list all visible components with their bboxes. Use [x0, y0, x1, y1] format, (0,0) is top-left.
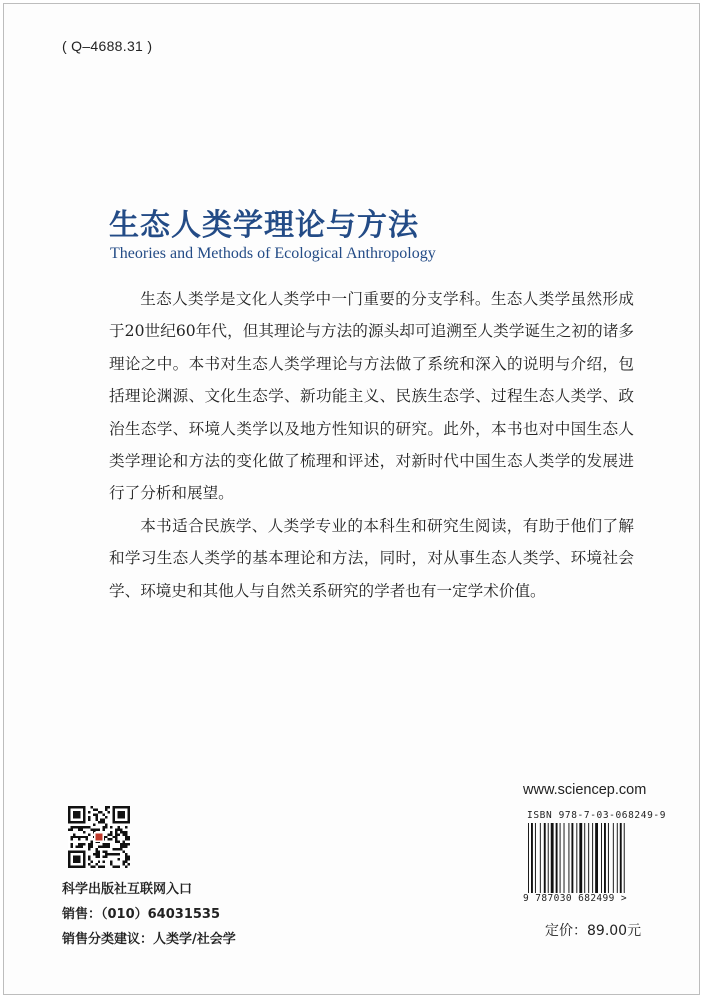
- isbn-barcode: [527, 823, 655, 903]
- barcode-digits: 9 787030 682499 >: [523, 893, 628, 904]
- book-title-english: Theories and Methods of Ecological Anthropology: [110, 245, 436, 262]
- publisher-website: www.sciencep.com: [523, 782, 647, 798]
- book-description: [109, 283, 634, 607]
- sales-category: 销售分类建议：人类学/社会学: [62, 932, 236, 947]
- qr-code-icon: [68, 806, 130, 868]
- publisher-portal-label: 科学出版社互联网入口: [62, 882, 193, 897]
- price: 定价：89.00元: [545, 923, 642, 939]
- sales-phone: 销售：（010）64031535: [62, 907, 220, 922]
- book-title-chinese: 生态人类学理论与方法: [109, 208, 419, 243]
- description-paragraph-2: 本书适合民族学、人类学专业的本科生和研究生阅读，有助于他们了解和学习生态人类学的基本理论和方法，同时，对从事生态人类学、环境社会学、环境史和其他人与自然关系研究的学者也有一定学术价值。: [109, 516, 634, 600]
- book-code: ( Q–4688.31 ): [62, 38, 153, 54]
- isbn-label: ISBN 978-7-03-068249-9: [527, 810, 667, 821]
- description-paragraph-1: 生态人类学是文化人类学中一门重要的分支学科。生态人类学虽然形成于20世纪60年代，但其理论与方法的源头却可追溯至人类学诞生之初的诸多理论之中。本书对生态人类学理论与方法做了系统和深入的说明与介绍，包括理论渊源、文化生态学、新功能主义、民族生态学、过程生态人类学、政治生态学、环境人类学以及地方性知识的研究。此外，本书也对中国生态人类学理论和方法的变化做了梳理和评述，对新时代中国生态人类学的发展进行了分析和展望。: [109, 290, 634, 503]
